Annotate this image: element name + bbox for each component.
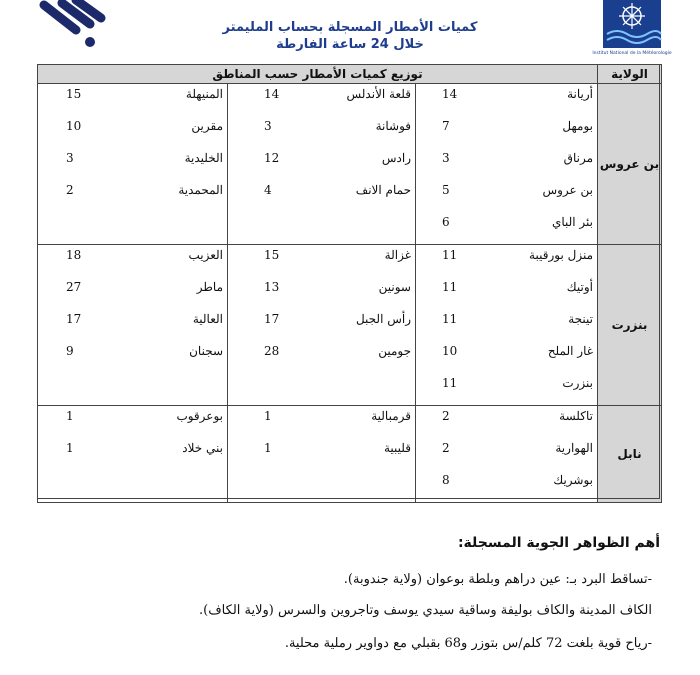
region-cell — [228, 148, 416, 180]
region-name: غار الملح — [547, 344, 593, 358]
table-row — [38, 341, 662, 373]
rainfall-value: 1 — [264, 441, 272, 455]
inm-logo — [592, 0, 672, 56]
region-cell — [38, 438, 228, 470]
region-name: رادس — [381, 151, 411, 165]
region-name: تاكلسة — [559, 409, 593, 423]
region-cell — [38, 212, 228, 245]
rainfall-value: 11 — [442, 376, 458, 390]
region-name: منزل بورقيبة — [529, 248, 593, 262]
rainfall-value: 13 — [264, 280, 280, 294]
rainfall-value: 18 — [66, 248, 82, 262]
governorate-header: الولاية — [598, 65, 662, 84]
region-cell — [38, 116, 228, 148]
region-cell — [416, 341, 598, 373]
rainfall-value: 1 — [264, 409, 272, 423]
rainfall-value: 3 — [264, 119, 272, 133]
table-row — [38, 406, 662, 439]
region-name: سونين — [378, 280, 411, 294]
region-cell — [38, 406, 228, 439]
region-name: قرمبالية — [371, 409, 411, 423]
table-row — [38, 212, 662, 245]
region-cell — [38, 277, 228, 309]
rainfall-value: 11 — [442, 248, 458, 262]
rainfall-value: 9 — [66, 344, 74, 358]
logo-caption: Institut National de la Météorologie — [592, 51, 672, 56]
region-cell — [416, 470, 598, 503]
rainfall-value: 1 — [66, 441, 74, 455]
region-cell — [38, 341, 228, 373]
region-name: بن عروس — [542, 183, 593, 197]
region-cell — [228, 470, 416, 503]
rainfall-value: 2 — [442, 441, 450, 455]
region-name: ماطر — [196, 280, 223, 294]
table-row — [38, 148, 662, 180]
region-name: بوعرقوب — [176, 409, 223, 423]
table-row — [38, 309, 662, 341]
governorate-cell: بنزرت — [598, 245, 662, 406]
region-name: مرناق — [563, 151, 593, 165]
region-name: جومين — [378, 344, 411, 358]
region-name: بني خلاد — [182, 441, 223, 455]
region-name: حمام الانف — [355, 183, 411, 197]
table-row — [38, 180, 662, 212]
region-cell — [38, 245, 228, 278]
region-name: قليبية — [383, 441, 411, 455]
table-row — [38, 277, 662, 309]
rainfall-value: 12 — [264, 151, 280, 165]
rainfall-value: 4 — [264, 183, 272, 197]
region-cell — [416, 277, 598, 309]
region-name: أوتيك — [566, 280, 593, 294]
region-name: بومهل — [562, 119, 593, 133]
rainfall-value: 7 — [442, 119, 450, 133]
region-cell — [228, 438, 416, 470]
region-cell — [38, 470, 228, 503]
region-cell — [416, 180, 598, 212]
rainfall-value: 2 — [66, 183, 74, 197]
region-name: المحمدية — [178, 183, 223, 197]
region-cell — [416, 84, 598, 117]
region-name: تينجة — [568, 312, 593, 326]
region-cell — [38, 84, 228, 117]
page-title: كميات الأمطار المسجلة بحساب المليمتر — [222, 20, 478, 35]
region-name: غزالة — [384, 248, 411, 262]
region-name: رأس الجبل — [355, 312, 411, 326]
rainfall-value: 14 — [442, 87, 458, 101]
region-cell — [38, 309, 228, 341]
region-cell — [228, 341, 416, 373]
region-cell — [38, 373, 228, 406]
region-cell — [416, 116, 598, 148]
table-row — [38, 84, 662, 117]
region-cell — [38, 180, 228, 212]
region-name: قلعة الأندلس — [346, 87, 411, 101]
region-name: بنزرت — [562, 376, 593, 390]
region-name: مقرين — [191, 119, 223, 133]
region-name: الهوارية — [555, 441, 593, 455]
region-cell — [228, 116, 416, 148]
region-cell — [416, 245, 598, 278]
region-cell — [416, 373, 598, 406]
table-row — [38, 470, 662, 503]
region-name: فوشانة — [375, 119, 411, 133]
region-name: المنيهلة — [185, 87, 223, 101]
rainfall-value: 14 — [264, 87, 280, 101]
region-cell — [228, 212, 416, 245]
region-cell — [228, 84, 416, 117]
region-name: العالية — [192, 312, 223, 326]
rainfall-value: 11 — [442, 312, 458, 326]
region-cell — [416, 148, 598, 180]
region-cell — [416, 438, 598, 470]
region-name: العزيب — [188, 248, 223, 262]
region-name: بوشريك — [553, 473, 593, 487]
rainfall-value: 11 — [442, 280, 458, 294]
phenomena-line: الكاف المدينة والكاف بوليفة وساقية سيدي يوسف وتاجروين والسرس (ولاية الكاف). — [199, 603, 652, 618]
phenomena-line: -تساقط البرد بـ: عين دراهم وبلطة بوعوان (ولاية جندوبة). — [343, 572, 652, 587]
rainfall-value: 15 — [264, 248, 280, 262]
region-cell — [228, 373, 416, 406]
rainfall-value: 27 — [66, 280, 82, 294]
region-name: الخليدية — [184, 151, 223, 165]
governorate-cell: نابل — [598, 406, 662, 503]
region-cell — [228, 180, 416, 212]
rainfall-value: 5 — [442, 183, 450, 197]
region-name: سجنان — [189, 344, 223, 358]
phenomena-title: أهم الظواهر الجوية المسجلة: — [457, 535, 660, 551]
rainfall-value: 10 — [66, 119, 82, 133]
region-cell — [228, 309, 416, 341]
region-name: بئر الباي — [551, 215, 593, 229]
table-row — [38, 373, 662, 406]
distribution-header: توزيع كميات الأمطار حسب المناطق — [38, 65, 598, 84]
rainfall-value: 10 — [442, 344, 458, 358]
table-row — [38, 438, 662, 470]
region-cell — [416, 309, 598, 341]
rainfall-value: 3 — [442, 151, 450, 165]
rainfall-value: 17 — [264, 312, 280, 326]
table-header-row — [38, 65, 662, 84]
rainfall-value: 17 — [66, 312, 82, 326]
region-cell — [228, 406, 416, 439]
decorative-stripes — [0, 0, 130, 60]
table-row — [38, 245, 662, 278]
table-row — [38, 116, 662, 148]
governorate-cell: بن عروس — [598, 84, 662, 245]
region-cell — [228, 245, 416, 278]
rainfall-value: 2 — [442, 409, 450, 423]
rainfall-value: 1 — [66, 409, 74, 423]
region-cell — [416, 212, 598, 245]
rainfall-value: 3 — [66, 151, 74, 165]
rainfall-value: 6 — [442, 215, 450, 229]
phenomena-line: -رياح قوية بلغت 72 كلم/س بتوزر و68 بقبلي مع دواوير رملية محلية. — [284, 636, 652, 651]
rainfall-value: 28 — [264, 344, 280, 358]
rainfall-table — [37, 64, 662, 503]
region-cell — [228, 277, 416, 309]
rainfall-value: 8 — [442, 473, 450, 487]
region-cell — [38, 148, 228, 180]
rainfall-value: 15 — [66, 87, 82, 101]
region-cell — [416, 406, 598, 439]
page-subtitle: خلال 24 ساعة الفارطة — [276, 37, 424, 52]
region-name: أريانة — [567, 87, 593, 101]
